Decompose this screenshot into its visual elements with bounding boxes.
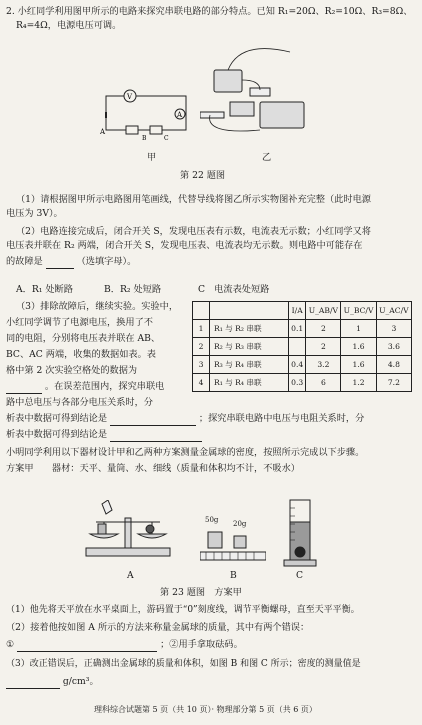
table-cell: 1.6 — [341, 356, 376, 374]
q22-part3-line5: 格中第 2 次实验空格处的数据为 — [6, 365, 138, 376]
q22-part2-line1: （2）电路连接完成后，闭合开关 S，发现电压表有示数，电流表无示数；小红同学又将 — [16, 226, 371, 237]
balance-figure-a — [80, 500, 176, 560]
table-header-current: I/A — [289, 302, 306, 320]
table-row — [193, 338, 412, 356]
table-cell: 1.6 — [341, 338, 376, 356]
q22-part3-line6 — [6, 381, 164, 394]
q23-intro: 小明同学利用以下器材设计甲和乙两种方案测量金属球的密度，按照所示完成以下步骤。 — [6, 447, 365, 458]
q23-figure-caption: 第 23 题图 方案甲 — [160, 587, 242, 598]
table-cell: R₃ 与 R₄ 串联 — [210, 356, 289, 374]
table-cell: 0.1 — [289, 320, 306, 338]
q22-part3-line6-text: 。在误差范围内，探究串联电 — [44, 381, 165, 392]
table-cell: R₁ 与 R₄ 串联 — [210, 374, 289, 392]
table-cell: 3 — [376, 320, 411, 338]
table-header-uab: U_AB/V — [306, 302, 341, 320]
table-header-index — [193, 302, 210, 320]
table-cell: 2 — [193, 338, 210, 356]
q22-part3-line9-text: 析表中数据可得到结论是 — [6, 429, 108, 440]
fig-label-a: A — [127, 570, 134, 581]
q22-part2-line3 — [6, 256, 136, 269]
table-cell: R₂ 与 R₃ 串联 — [210, 338, 289, 356]
q22-intro-line1: 2. 小红同学利用图甲所示的电路来探究串联电路的部分特点。已知 R₁=20Ω、R₂=10Ω、R₃=8Ω、 — [6, 6, 413, 17]
svg-text:V: V — [127, 93, 133, 101]
svg-text:A: A — [100, 128, 106, 136]
option-b: B．R₂ 处短路 — [104, 284, 162, 295]
table-row — [193, 356, 412, 374]
q23-plan: 方案甲 器材：天平、量筒、水、细线（质量和体积均不计，不吸水） — [6, 463, 300, 474]
svg-text:B: B — [142, 135, 147, 142]
q22-figure-caption: 第 22 题图 — [180, 170, 226, 181]
q22-part3-line2: 小红同学调节了电源电压，换用了不 — [6, 317, 153, 328]
q23-step3-answer — [6, 676, 99, 689]
table-cell: 4.8 — [376, 356, 411, 374]
table-cell: 7.2 — [376, 374, 411, 392]
weight-label-20g: 20g — [233, 520, 247, 528]
table-cell: 0.3 — [289, 374, 306, 392]
fig-label-c: C — [296, 570, 304, 581]
page-footer: 理科综合试题第 5 页（共 10 页）· 物理部分第 5 页（共 6 页） — [94, 705, 317, 714]
table-cell-blank[interactable] — [289, 338, 306, 356]
table-cell: 1 — [341, 320, 376, 338]
table-cell: 3.6 — [376, 338, 411, 356]
table-cell: R₁ 与 R₂ 串联 — [210, 320, 289, 338]
answer-blank-density[interactable] — [6, 676, 60, 689]
table-cell: 4 — [193, 374, 210, 392]
table-header-uac: U_AC/V — [376, 302, 411, 320]
circuit-diagram-jia — [100, 82, 192, 144]
table-header-row — [193, 302, 412, 320]
table-cell: 0.4 — [289, 356, 306, 374]
q22-part3-line8-text: 析表中数据可得到结论是 — [6, 413, 108, 424]
table-cell: 3.2 — [306, 356, 341, 374]
table-cell: 6 — [306, 374, 341, 392]
data-table — [192, 301, 412, 392]
table-cell: 2 — [306, 320, 341, 338]
table-header-combination — [210, 302, 289, 320]
q23-step1: （1）他先将天平放在水平桌面上，游码置于“0”刻度线，调节平衡螺母，直至天平平衡。 — [6, 605, 360, 615]
q23-step3-unit: g/cm³。 — [62, 676, 99, 687]
q22-part1-line1: （1）请根据图甲所示电路图用笔画线，代替导线将图乙所示实物图补充完整（此时电源 — [16, 194, 371, 205]
q22-part2-line3-end: （选填字母）。 — [76, 256, 137, 267]
weight-label-50g: 50g — [205, 516, 219, 524]
table-header-ubc: U_BC/V — [341, 302, 376, 320]
q22-part3-line1: （3）排除故障后，继续实验。实验中， — [16, 301, 179, 312]
answer-blank-table-value[interactable] — [6, 381, 42, 394]
answer-blank-conclusion1[interactable] — [110, 413, 196, 426]
table-cell: 1 — [193, 320, 210, 338]
q23-step2-item2: ；②用手拿取砝码。 — [160, 639, 243, 650]
fig-label-yi: 乙 — [262, 152, 272, 163]
q23-step2: （2）接着他按如图 A 所示的方法来称量金属球的质量，其中有两个错误： — [6, 622, 310, 633]
svg-text:C: C — [164, 135, 169, 142]
q22-part1-line2: 电压为 3V）。 — [6, 208, 63, 219]
table-row — [193, 320, 412, 338]
q22-part3-line9 — [6, 429, 202, 442]
fig-label-b: B — [230, 570, 237, 581]
q22-part3-line7: 路中总电压与各部分电压关系时，分 — [6, 397, 153, 408]
q23-step3: （3）改正错误后，正确测出金属球的质量和体积，如图 B 和图 C 所示；密度的测量值是 — [6, 659, 361, 669]
q22-part3-line4: BC、AC 两端，收集的数据如表。表 — [6, 349, 156, 360]
q22-part3-line3: 同的电阻，分别将电压表并联在 AB、 — [6, 333, 161, 344]
answer-blank-fault[interactable] — [46, 256, 74, 269]
apparatus-diagram-yi — [200, 40, 310, 150]
table-cell: 1.2 — [341, 374, 376, 392]
q23-step2-item1: ① — [6, 639, 15, 650]
q22-intro-line2: R₄=4Ω，电源电压可调。 — [16, 20, 122, 31]
table-row — [193, 374, 412, 392]
q22-part2-line3-text: 的故障是 — [6, 256, 43, 267]
q22-part3-line8 — [6, 413, 364, 426]
answer-blank-error1[interactable] — [17, 639, 157, 652]
table-cell: 3 — [193, 356, 210, 374]
option-a: A．R₁ 处断路 — [16, 284, 73, 295]
svg-text:A: A — [177, 111, 183, 119]
fig-label-jia: 甲 — [147, 152, 157, 163]
q23-step2-items — [6, 639, 243, 652]
cylinder-figure-c — [282, 496, 318, 568]
option-c: C 电流表处短路 — [198, 284, 270, 295]
table-cell: 2 — [306, 338, 341, 356]
q22-part3-line8-end: ；探究串联电路中电压与电阻关系时，分 — [198, 413, 365, 424]
answer-blank-conclusion2[interactable] — [110, 429, 202, 442]
q22-part2-line2: 电压表并联在 R₂ 两端，闭合开关 S，发现电压表、电流表均无示数。则电路中可能存在 — [6, 240, 363, 251]
